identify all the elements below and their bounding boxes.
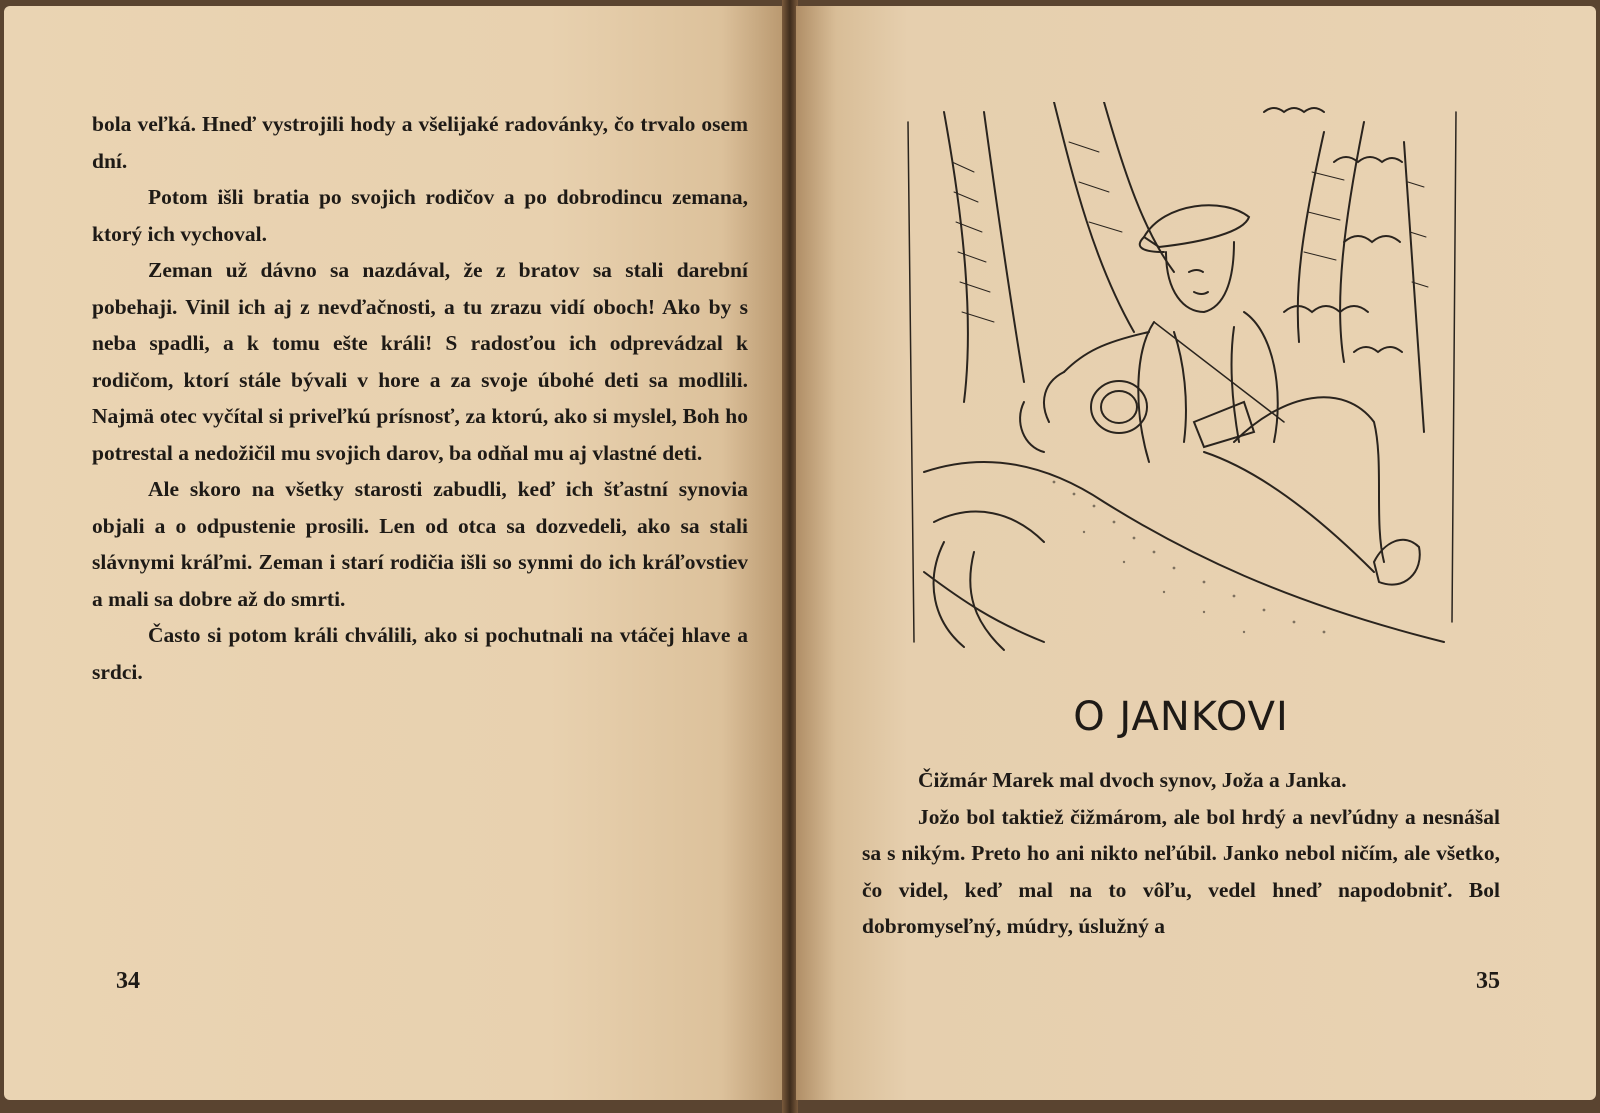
page-number-right: 35 bbox=[1476, 968, 1500, 994]
page-number-left: 34 bbox=[116, 968, 140, 994]
left-page bbox=[4, 6, 784, 1100]
right-page-text bbox=[862, 762, 1500, 945]
paragraph: Čižmár Marek mal dvoch synov, Joža a Janka. bbox=[918, 768, 1347, 792]
left-page-text bbox=[92, 106, 748, 690]
chapter-title: O JANKOVI bbox=[1073, 694, 1289, 740]
paragraph: Ale skoro na všetky starosti zabudli, keď ich šťastní synovia objali a o odpustenie prosili. Len od otca sa dozvedeli, ako sa stali slávnymi kráľmi. Zeman i starí rodičia išli so synmi do ich kráľovstiev a mali sa dobre až do smrti. bbox=[92, 477, 748, 611]
paragraph: Jožo bol taktiež čižmárom, ale bol hrdý a nevľúdny a nesnášal sa s nikým. Preto ho ani nikto neľúbil. Janko nebol ničím, ale všetko, čo videl, keď mal na to vôľu, vedel hneď napodobniť. Bol dobromyseľný, múdry, úslužný a bbox=[862, 804, 1500, 938]
paragraph: Zeman už dávno sa nazdával, že z bratov sa stali darební pobehaji. Vinil ich aj z nevďačnosti, a tu zrazu vidí oboch! Ako by s neba spadli, a k tomu ešte králi! S radosťou ich odprevádzal k rodičom, ktorí stále bývali v hore a za svoje úbohé deti sa modlili. Najmä otec vyčítal si priveľkú prísnosť, za ktorú, ako si myslel, Boh ho potrestal a nedožičil mu svojich darov, ba odňal mu aj vlastné deti. bbox=[92, 258, 748, 465]
paragraph: Často si potom králi chválili, ako si pochutnali na vtáčej hlave a srdci. bbox=[92, 623, 748, 684]
paragraph: bola veľká. Hneď vystrojili hody a všelijaké radovánky, čo trvalo osem dní. bbox=[92, 112, 748, 173]
right-page bbox=[796, 6, 1596, 1100]
paragraph: Potom išli bratia po svojich rodičov a po dobrodincu zemana, ktorý ich vychoval. bbox=[92, 185, 748, 246]
boy-resting-in-forest-illustration bbox=[904, 102, 1464, 654]
